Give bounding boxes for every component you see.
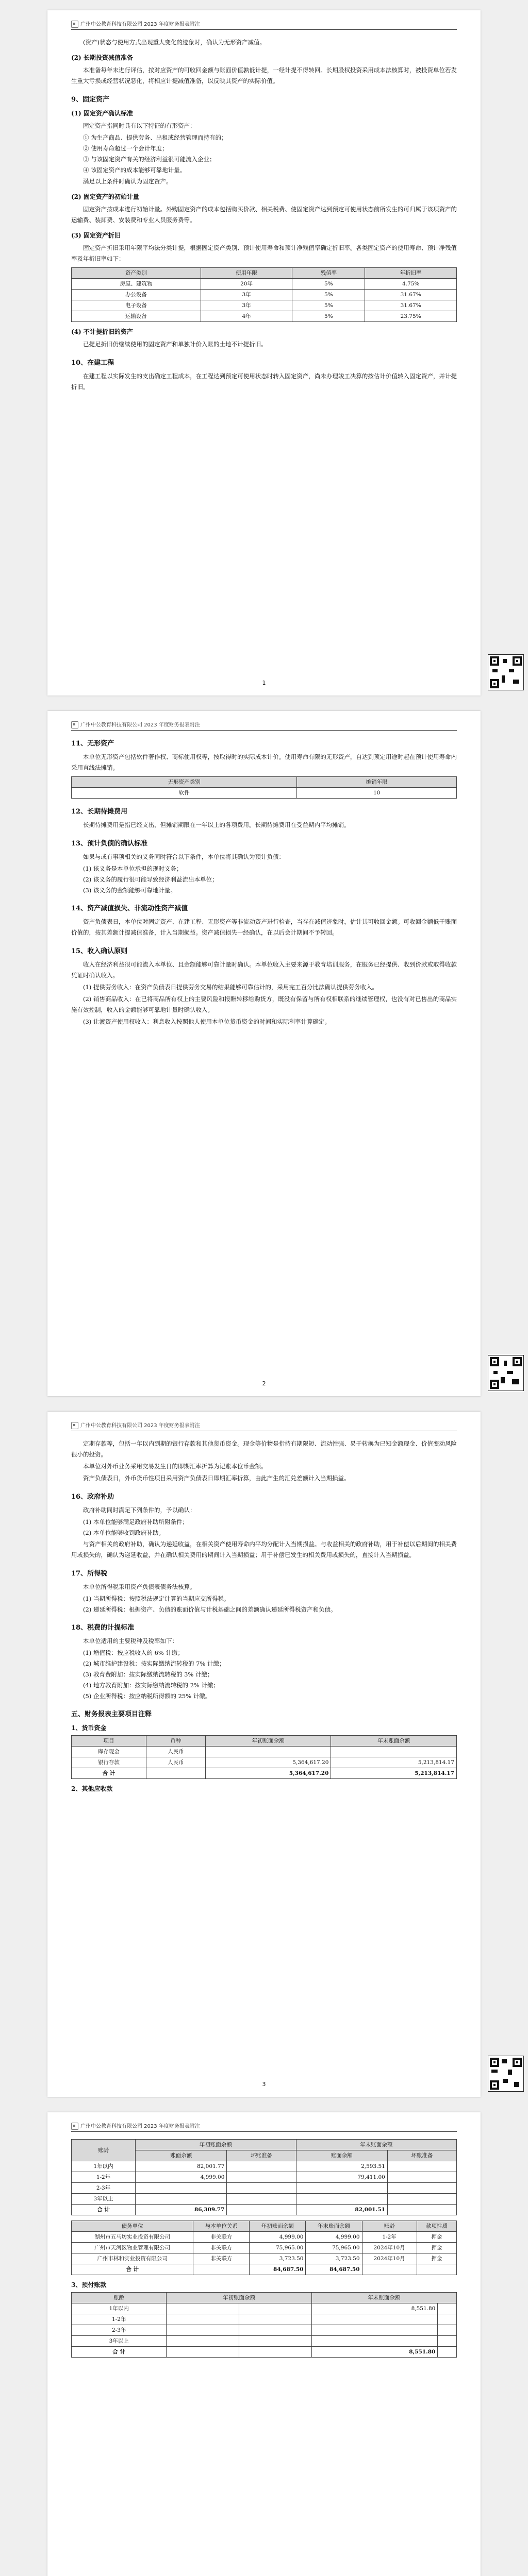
table-row: 3年以上 bbox=[72, 2336, 457, 2347]
paragraph: 本单位无形资产包括软件著作权、商标使用权等，按取得时的实际成本计价。使用寿命有限的无形资产，自达到预定用途时起在预计使用寿命内采用直线法摊销。 bbox=[71, 753, 457, 771]
list-item: (3) 教育费附加：按实际缴纳流转税的 3% 计缴； bbox=[83, 1671, 213, 1678]
paragraph: 固定资产折旧采用年限平均法分类计提，根据固定资产类别、预计使用寿命和预计净残值率确定折旧率。各类固定资产的使用寿命、预计净残值率及年折旧率如下： bbox=[71, 244, 457, 262]
document-page-3 bbox=[47, 1412, 481, 2097]
paragraph: (1) 提供劳务收入：在资产负债表日提供劳务交易的结果能够可靠估计的，采用完工百分比法确认提供劳务收入。 bbox=[83, 984, 378, 991]
list-item: (1) 增值税：按应税收入的 6% 计缴； bbox=[83, 1649, 184, 1656]
table-header-cell: 残值率 bbox=[292, 268, 365, 279]
qr-code-icon bbox=[488, 654, 524, 690]
table-row: 2-3年 bbox=[72, 2325, 457, 2336]
list-item: (2) 本单位能够收到政府补助。 bbox=[83, 1529, 164, 1536]
section-heading: 2、其他应收款 bbox=[71, 1785, 113, 1792]
table-row: 办公设备 3年 5% 31.67% bbox=[72, 290, 457, 300]
company-logo-icon bbox=[71, 1422, 78, 1429]
paragraph: 资产负债表日，本单位对固定资产、在建工程、无形资产等非流动资产进行检查，当存在减值迹象时，估计其可收回金额。可收回金额低于账面价值的，按其差额计提减值准备，计入当期损益。资产减值损失一经确认，在以后会计期间不予转回。 bbox=[71, 918, 457, 936]
table-row: 2-3年 bbox=[72, 2183, 457, 2194]
page-header: 广州中公教育科技有限公司 2023 年度财务报表附注 bbox=[71, 1412, 457, 1431]
paragraph: 本单位所得税采用资产负债表债务法核算。 bbox=[83, 1583, 196, 1590]
paragraph: 定期存款等，包括一年以内到期的银行存款和其他货币资金。现金等价物是指持有期限短、流动性强、易于转换为已知金额现金、价值变动风险很小的投资。 bbox=[71, 1440, 457, 1458]
prepayment-table: 账龄 年初账面余额 年末账面余额 1年以内 8,551.80 1-2年 2-3年 3年以上 合 计 8,551.80 bbox=[71, 2292, 457, 2358]
page-number: 3 bbox=[262, 2081, 266, 2088]
paragraph: 收入在经济利益很可能流入本单位、且金额能够可靠计量时确认。本单位收入主要来源于教育培训服务，在服务已经提供、收到价款或取得收款凭证时确认收入。 bbox=[71, 961, 457, 979]
paragraph: (3) 让渡资产使用权收入：利息收入按照他人使用本单位货币资金的时间和实际利率计算确定。 bbox=[83, 1018, 331, 1025]
paragraph: 资产负债表日，外币货币性项目采用资产负债表日即期汇率折算，由此产生的汇兑差额计入当期损益。 bbox=[83, 1475, 350, 1482]
table-row: 广州市天河区物业管理有限公司 非关联方 75,965.00 75,965.00 2024年10月 押金 bbox=[72, 2243, 457, 2253]
table-row: 广州市林和实业投资有限公司 非关联方 3,723.50 3,723.50 2024年10月 押金 bbox=[72, 2253, 457, 2264]
section-heading: 18、税费的计提标准 bbox=[71, 1624, 135, 1632]
paragraph: 与资产相关的政府补助，确认为递延收益，在相关资产使用寿命内平均分配计入当期损益。与收益相关的政府补助，用于补偿以后期间的相关费用或损失的，确认为递延收益，并在确认相关费用的期间计入当期损益；用于补偿已发生的相关费用或损失的，直接计入当期损益。 bbox=[71, 1540, 457, 1558]
paragraph: 已提足折旧仍继续使用的固定资产和单独计价入账的土地不计提折旧。 bbox=[83, 341, 267, 348]
section-heading: 11、无形资产 bbox=[71, 740, 114, 748]
section-heading: 12、长期待摊费用 bbox=[71, 808, 128, 816]
section-heading: (1) 固定资产确认标准 bbox=[71, 110, 133, 117]
section-heading: 9、固定资产 bbox=[71, 96, 110, 104]
paragraph: 本单位对外币业务采用交易发生日的即期汇率折算为记账本位币金额。 bbox=[83, 1463, 267, 1470]
list-item: (4) 地方教育附加：按实际缴纳流转税的 2% 计缴； bbox=[83, 1682, 219, 1689]
list-item: ① 为生产商品、提供劳务、出租或经营管理而持有的； bbox=[83, 134, 227, 141]
amortization-table: 无形资产类别 摊销年限 软件 10 bbox=[71, 776, 457, 799]
list-item: (3) 该义务的金额能够可靠地计量。 bbox=[83, 887, 176, 894]
table-row: 3年以上 bbox=[72, 2194, 457, 2205]
table-total-row: 合 计 84,687.50 84,687.50 bbox=[72, 2264, 457, 2275]
table-row: 1年以内 8,551.80 bbox=[72, 2303, 457, 2314]
paragraph: 政府补助同时满足下列条件的，予以确认： bbox=[83, 1506, 196, 1514]
paragraph: 固定资产指同时具有以下特征的有形资产： bbox=[83, 122, 196, 129]
section-heading: (2) 长期投资减值准备 bbox=[71, 54, 133, 61]
paragraph: 如果与或有事项相关的义务同时符合以下条件，本单位将其确认为预计负债： bbox=[83, 853, 285, 860]
list-item: (1) 本单位能够满足政府补助所附条件； bbox=[83, 1518, 188, 1526]
cash-table: 项目 币种 年初账面余额 年末账面余额 库存现金 人民币 银行存款 人民币 5,364,617.20 5,213,814.17 合 计 5,364,617.20 5,213,814.17 bbox=[71, 1735, 457, 1779]
page-header: 广州中公教育科技有限公司 2023 年度财务报表附注 bbox=[71, 711, 457, 731]
section-heading: 1、货币资金 bbox=[71, 1724, 107, 1732]
list-item: (5) 企业所得税：按应纳税所得额的 25% 计缴。 bbox=[83, 1692, 211, 1700]
table-row: 1年以内 82,001.77 2,593.51 bbox=[72, 2161, 457, 2172]
company-logo-icon bbox=[71, 721, 78, 728]
document-page-1 bbox=[47, 10, 481, 696]
page-header: 广州中公教育科技有限公司 2023 年度财务报表附注 bbox=[71, 10, 457, 30]
table-row: 1-2年 4,999.00 79,411.00 bbox=[72, 2172, 457, 2183]
section-heading: (3) 固定资产折旧 bbox=[71, 232, 121, 239]
table-row: 运输设备 4年 5% 23.75% bbox=[72, 311, 457, 322]
paragraph: 长期待摊费用是指已经支出，但摊销期限在一年以上的各项费用。长期待摊费用在受益期内平均摊销。 bbox=[83, 821, 350, 828]
table-row: 1-2年 bbox=[72, 2314, 457, 2325]
paragraph: (2) 销售商品收入：在已将商品所有权上的主要风险和报酬转移给购货方，既没有保留与所有权相联系的继续管理权，也没有对已售出的商品实施有效控制，收入的金额能够可靠地计量时确认收入。 bbox=[71, 995, 457, 1013]
depreciation-table bbox=[71, 267, 457, 322]
paragraph: (资产)状态与使用方式出现重大变化的迹象时，确认为无形资产减值。 bbox=[83, 39, 266, 46]
section-heading: 3、预付账款 bbox=[71, 2281, 107, 2289]
section-heading: 15、收入确认原则 bbox=[71, 947, 128, 955]
list-item: (2) 城市维护建设税：按实际缴纳流转税的 7% 计缴； bbox=[83, 1660, 225, 1667]
table-row: 湖州市五马坊实业投资有限公司 非关联方 4,999.00 4,999.00 1-2年 押金 bbox=[72, 2232, 457, 2243]
page-number: 2 bbox=[262, 1380, 266, 1387]
section-heading: (4) 不计提折旧的资产 bbox=[71, 328, 133, 335]
page-number: 1 bbox=[262, 680, 266, 686]
section-heading: 10、在建工程 bbox=[71, 359, 114, 367]
list-item: ③ 与该固定资产有关的经济利益很可能流入企业； bbox=[83, 156, 216, 163]
table-total-row: 合 计 8,551.80 bbox=[72, 2347, 457, 2358]
list-item: (1) 该义务是本单位承担的现时义务； bbox=[83, 865, 183, 872]
table-total-row: 合 计 86,309.77 82,001.51 bbox=[72, 2205, 457, 2215]
table-row: 库存现金 人民币 bbox=[72, 1747, 457, 1757]
table-row: 银行存款 人民币 5,364,617.20 5,213,814.17 bbox=[72, 1757, 457, 1768]
paragraph: 固定资产按成本进行初始计量。外购固定资产的成本包括购买价款、相关税费、使固定资产达到预定可使用状态前所发生的可归属于该项资产的运输费、装卸费、安装费和专业人员服务费等。 bbox=[71, 206, 457, 224]
section-heading: 16、政府补助 bbox=[71, 1493, 114, 1501]
section-heading: (2) 固定资产的初始计量 bbox=[71, 193, 139, 200]
table-row: 电子设备 3年 5% 31.67% bbox=[72, 300, 457, 311]
table-row: 软件 10 bbox=[72, 788, 457, 799]
table-header-cell: 资产类别 bbox=[72, 268, 201, 279]
document-page-2 bbox=[47, 711, 481, 1396]
list-item: ② 使用寿命超过一个会计年度； bbox=[83, 145, 168, 152]
section-heading: 17、所得税 bbox=[71, 1570, 108, 1578]
document-page-4 bbox=[47, 2112, 481, 2576]
paragraph: 本准备每年末进行评估，按对应资产的可收回金额与账面价值孰低计提，一经计提不得转回。长期股权投资采用成本法核算时，被投资单位若发生重大亏损或经营状况恶化，将相应计提减值准备，以反映其资产的实际价值。 bbox=[71, 66, 457, 84]
table-header-cell: 使用年限 bbox=[201, 268, 292, 279]
section-heading: 13、预计负债的确认标准 bbox=[71, 840, 148, 848]
page-header: 广州中公教育科技有限公司 2023 年度财务报表附注 bbox=[71, 2112, 457, 2132]
receivable-detail-table: 债务单位 与本单位关系 年初账面余额 年末账面余额 账龄 款项性质 湖州市五马坊实业投资有限公司 非关联方 4,999.00 4,999.00 1-2年 押金 广州市天河区物业管理有限公司 非关联方 75,965.00 75,965.00 2024年10月 押金 广州市林和实业投资有限公司 非关联方 3,723.50 3,723.50 2024年10月 押金 合 计 84,687.50 84,687.50 bbox=[71, 2221, 457, 2275]
company-logo-icon bbox=[71, 21, 78, 28]
list-item: ④ 该固定资产的成本能够可靠地计量。 bbox=[83, 166, 186, 174]
qr-code-icon bbox=[488, 1355, 524, 1391]
paragraph: 在建工程以实际发生的支出确定工程成本，在工程达到预定可使用状态时转入固定资产，尚未办理竣工决算的按估计价值转入固定资产，并计提折旧。 bbox=[71, 372, 457, 391]
section-heading: 14、资产减值损失、非流动性资产减值 bbox=[71, 905, 188, 912]
qr-code-icon bbox=[488, 2056, 524, 2092]
receivable-aging-table: 账龄 年初账面余额 年末账面余额 账面余额 坏账准备 账面余额 坏账准备 1年以内 82,001.77 2,593.51 1-2年 4,999.00 79,411.00 2-3年 3年以上 合 计 86,309.77 82,001.51 bbox=[71, 2139, 457, 2215]
list-item: (1) 当期所得税：按照税法规定计算的当期应交所得税。 bbox=[83, 1595, 230, 1602]
paragraph: 满足以上条件时确认为固定资产。 bbox=[83, 178, 172, 185]
list-item: (2) 递延所得税：根据资产、负债的账面价值与计税基础之间的差额确认递延所得税资产和负债。 bbox=[83, 1606, 337, 1613]
list-item: (2) 该义务的履行很可能导致经济利益流出本单位； bbox=[83, 876, 218, 883]
section-heading: 五、财务报表主要项目注释 bbox=[71, 1710, 152, 1718]
company-logo-icon bbox=[71, 2123, 78, 2130]
table-total-row: 合 计 5,364,617.20 5,213,814.17 bbox=[72, 1768, 457, 1779]
table-header-cell: 年折旧率 bbox=[365, 268, 457, 279]
table-row: 房屋、建筑物 20年 5% 4.75% bbox=[72, 279, 457, 290]
paragraph: 本单位适用的主要税种及税率如下： bbox=[83, 1637, 178, 1645]
